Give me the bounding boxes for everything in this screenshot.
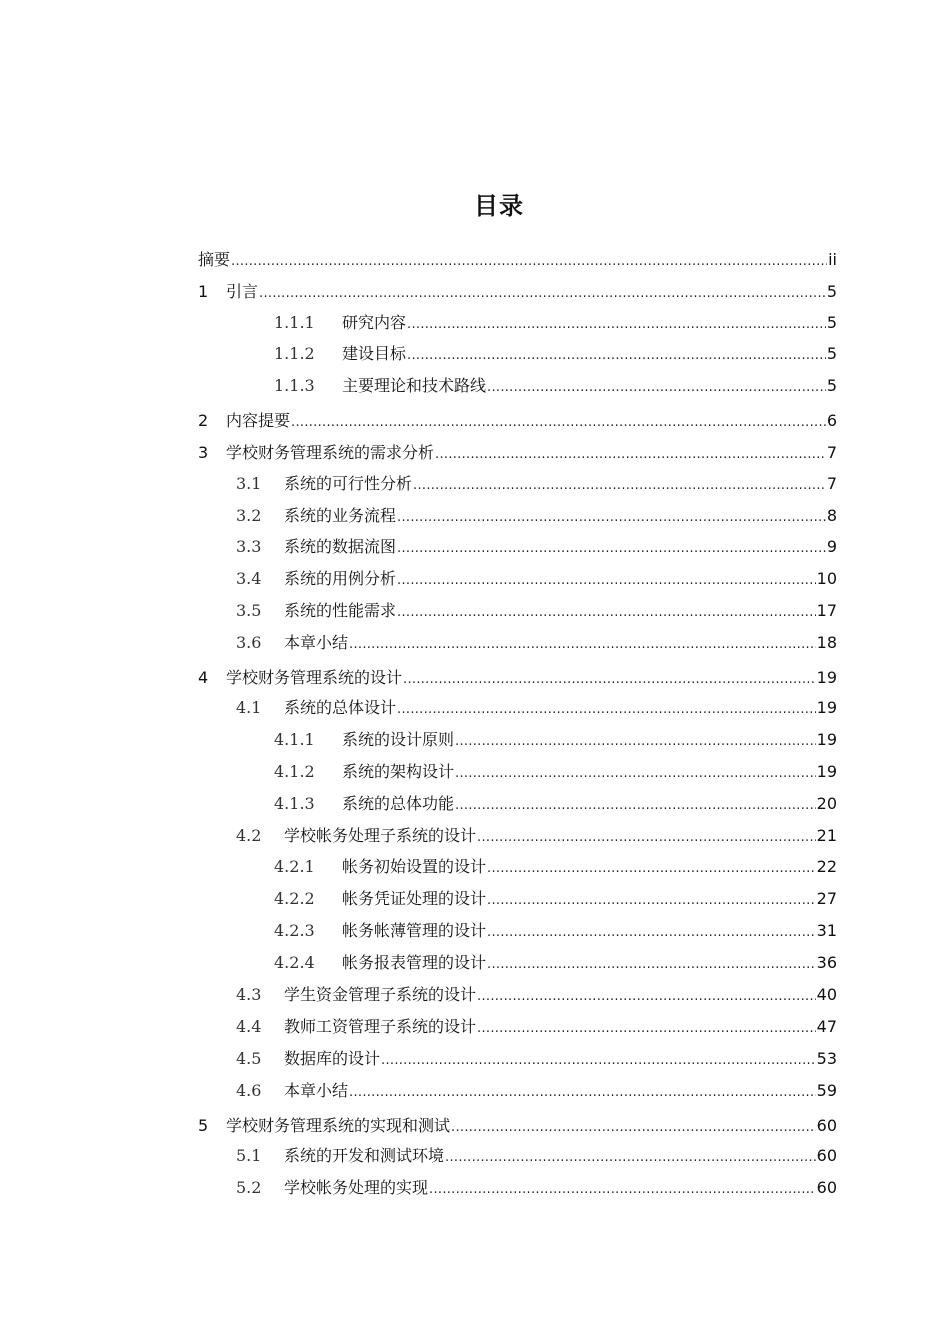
toc-entry-page-number: 60	[816, 1116, 837, 1135]
toc-entry-label: 学校财务管理系统的设计	[226, 668, 403, 687]
toc-entry-label: 系统的可行性分析	[284, 474, 413, 493]
toc-dot-leader	[397, 537, 826, 557]
toc-entry-page-number: 20	[816, 794, 837, 813]
toc-entry[interactable]	[236, 470, 837, 494]
toc-entry-label: 本章小结	[284, 633, 349, 652]
toc-entry-label: 系统的总体功能	[342, 794, 455, 813]
toc-entry-number: 5	[198, 1116, 209, 1135]
toc-entry-label: 教师工资管理子系统的设计	[284, 1017, 477, 1036]
toc-entry-number: 4.4	[236, 1017, 262, 1036]
toc-entry[interactable]	[274, 853, 837, 877]
toc-dot-leader	[487, 889, 816, 909]
toc-entry-number: 3.1	[236, 474, 262, 493]
toc-entry[interactable]	[236, 1045, 837, 1069]
toc-dot-leader	[413, 474, 826, 494]
toc-entry-page-number: 5	[826, 282, 837, 301]
toc-entry[interactable]	[236, 629, 837, 653]
toc-entry-page-number: 40	[816, 985, 837, 1004]
toc-entry-number: 1.1.1	[274, 313, 315, 332]
toc-entry-page-number: 53	[816, 1049, 837, 1068]
toc-entry-label: 帐务初始设置的设计	[342, 857, 487, 876]
toc-dot-leader	[231, 250, 827, 270]
toc-entry-page-number: 22	[816, 857, 837, 876]
toc-dot-leader	[259, 282, 826, 302]
toc-entry-number: 4.2	[236, 826, 262, 845]
toc-dot-leader	[407, 313, 826, 333]
toc-entry-number: 1	[198, 282, 209, 301]
toc-entry-page-number: ii	[828, 250, 837, 269]
toc-dot-leader	[455, 730, 816, 750]
toc-entry-page-number: 21	[816, 826, 837, 845]
toc-entry-label: 主要理论和技术路线	[342, 376, 487, 395]
toc-entry-page-number: 19	[816, 698, 837, 717]
toc-entry-label: 系统的设计原则	[342, 730, 455, 749]
toc-entry[interactable]	[274, 309, 837, 333]
toc-entry[interactable]	[236, 533, 837, 557]
toc-dot-leader	[407, 344, 826, 364]
toc-entry[interactable]	[236, 1013, 837, 1037]
toc-entry-number: 3.4	[236, 569, 262, 588]
toc-entry-page-number: 10	[816, 569, 837, 588]
toc-entry[interactable]	[236, 1077, 837, 1101]
toc-dot-leader	[477, 826, 816, 846]
toc-entry-number: 4.3	[236, 985, 262, 1004]
toc-entry-page-number: 7	[826, 443, 837, 462]
toc-entry-number: 4	[198, 668, 209, 687]
toc-entry[interactable]	[236, 597, 837, 621]
toc-entry-number: 4.2.2	[274, 889, 315, 908]
toc-entry-number: 1.1.2	[274, 344, 315, 363]
toc-dot-leader	[477, 1017, 816, 1037]
toc-dot-leader	[487, 953, 816, 973]
toc-entry-page-number: 6	[826, 411, 837, 430]
toc-entry-number: 4.6	[236, 1081, 262, 1100]
toc-dot-leader	[381, 1049, 816, 1069]
page-title: 目录	[474, 192, 524, 220]
toc-entry-page-number: 7	[826, 474, 837, 493]
toc-entry-label: 学校帐务处理子系统的设计	[284, 826, 477, 845]
toc-dot-leader	[397, 601, 816, 621]
toc-entry-number: 4.1	[236, 698, 262, 717]
toc-entry-label: 学校财务管理系统的实现和测试	[226, 1116, 451, 1135]
toc-dot-leader	[487, 857, 816, 877]
toc-entry-label: 帐务凭证处理的设计	[342, 889, 487, 908]
toc-entry-page-number: 59	[816, 1081, 837, 1100]
toc-entry-number: 3.6	[236, 633, 262, 652]
toc-entry[interactable]	[274, 917, 837, 941]
toc-dot-leader	[455, 762, 816, 782]
toc-entry-page-number: 19	[816, 762, 837, 781]
toc-dot-leader	[397, 506, 826, 526]
toc-entry-label: 帐务帐薄管理的设计	[342, 921, 487, 940]
toc-entry[interactable]	[274, 372, 837, 396]
toc-entry[interactable]	[198, 1112, 837, 1136]
toc-entry-label: 系统的用例分析	[284, 569, 397, 588]
toc-entry-label: 数据库的设计	[284, 1049, 381, 1068]
toc-entry-number: 3	[198, 443, 209, 462]
toc-entry-label: 学校帐务处理的实现	[284, 1178, 429, 1197]
toc-entry-page-number: 17	[816, 601, 837, 620]
toc-entry-label: 系统的数据流图	[284, 537, 397, 556]
toc-entry-page-number: 60	[816, 1178, 837, 1197]
toc-entry-number: 3.2	[236, 506, 262, 525]
toc-entry-label: 研究内容	[342, 313, 407, 332]
toc-entry-page-number: 18	[816, 633, 837, 652]
toc-entry-page-number: 27	[816, 889, 837, 908]
toc-entry[interactable]	[274, 758, 837, 782]
toc-entry-number: 4.2.1	[274, 857, 315, 876]
toc-entry[interactable]	[236, 1174, 837, 1198]
toc-entry[interactable]	[274, 726, 837, 750]
toc-entry-page-number: 5	[826, 344, 837, 363]
toc-dot-leader	[455, 794, 816, 814]
toc-dot-leader	[403, 668, 816, 688]
toc-dot-leader	[435, 443, 826, 463]
toc-dot-leader	[349, 1081, 816, 1101]
toc-entry-number: 3.5	[236, 601, 262, 620]
toc-entry[interactable]	[198, 439, 837, 463]
toc-dot-leader	[445, 1146, 816, 1166]
toc-dot-leader	[487, 921, 816, 941]
toc-entry[interactable]	[236, 981, 837, 1005]
toc-dot-leader	[477, 985, 816, 1005]
toc-entry-number: 4.1.2	[274, 762, 315, 781]
toc-entry-number: 4.1.3	[274, 794, 315, 813]
toc-entry-number: 4.5	[236, 1049, 262, 1068]
toc-entry-label: 学校财务管理系统的需求分析	[226, 443, 435, 462]
toc-entry[interactable]	[198, 246, 837, 270]
toc-entry[interactable]	[198, 407, 837, 431]
toc-entry[interactable]	[198, 664, 837, 688]
toc-entry-label: 本章小结	[284, 1081, 349, 1100]
toc-entry[interactable]	[274, 885, 837, 909]
toc-entry-label: 帐务报表管理的设计	[342, 953, 487, 972]
toc-entry[interactable]	[274, 949, 837, 973]
toc-entry-label: 系统的性能需求	[284, 601, 397, 620]
toc-entry-number: 2	[198, 411, 209, 430]
toc-entry-page-number: 47	[816, 1017, 837, 1036]
toc-entry-page-number: 5	[826, 313, 837, 332]
toc-entry-page-number: 19	[816, 668, 837, 687]
toc-dot-leader	[397, 698, 816, 718]
toc-entry-page-number: 60	[816, 1146, 837, 1165]
toc-entry-label: 系统的业务流程	[284, 506, 397, 525]
toc-entry-page-number: 8	[826, 506, 837, 525]
toc-entry-number: 5.2	[236, 1178, 262, 1197]
toc-entry[interactable]	[198, 278, 837, 302]
toc-entry-number: 1.1.3	[274, 376, 315, 395]
toc-dot-leader	[451, 1116, 816, 1136]
toc-entry-page-number: 36	[816, 953, 837, 972]
toc-entry[interactable]	[236, 694, 837, 718]
toc-entry[interactable]	[274, 790, 837, 814]
toc-entry-number: 4.2.4	[274, 953, 315, 972]
toc-entry-number: 4.2.3	[274, 921, 315, 940]
toc-entry-number: 5.1	[236, 1146, 262, 1165]
toc-entry-page-number: 31	[816, 921, 837, 940]
toc-entry-page-number: 5	[826, 376, 837, 395]
toc-dot-leader	[429, 1178, 816, 1198]
toc-entry[interactable]	[236, 502, 837, 526]
toc-entry-label: 系统的开发和测试环境	[284, 1146, 445, 1165]
toc-entry[interactable]	[274, 340, 837, 364]
toc-entry-label: 摘要	[198, 250, 231, 269]
toc-dot-leader	[349, 633, 816, 653]
toc-entry[interactable]	[236, 565, 837, 589]
toc-entry[interactable]	[236, 1142, 837, 1166]
toc-entry-label: 系统的总体设计	[284, 698, 397, 717]
toc-entry-label: 系统的架构设计	[342, 762, 455, 781]
toc-entry-label: 学生资金管理子系统的设计	[284, 985, 477, 1004]
toc-entry-label: 内容提要	[226, 411, 291, 430]
toc-dot-leader	[397, 569, 816, 589]
toc-dot-leader	[291, 411, 826, 431]
toc-entry-label: 建设目标	[342, 344, 407, 363]
toc-entry-page-number: 9	[826, 537, 837, 556]
toc-entry-number: 4.1.1	[274, 730, 315, 749]
toc-dot-leader	[487, 376, 826, 396]
toc-entry-number: 3.3	[236, 537, 262, 556]
toc-entry-label: 引言	[226, 282, 259, 301]
toc-entry[interactable]	[236, 822, 837, 846]
toc-entry-page-number: 19	[816, 730, 837, 749]
